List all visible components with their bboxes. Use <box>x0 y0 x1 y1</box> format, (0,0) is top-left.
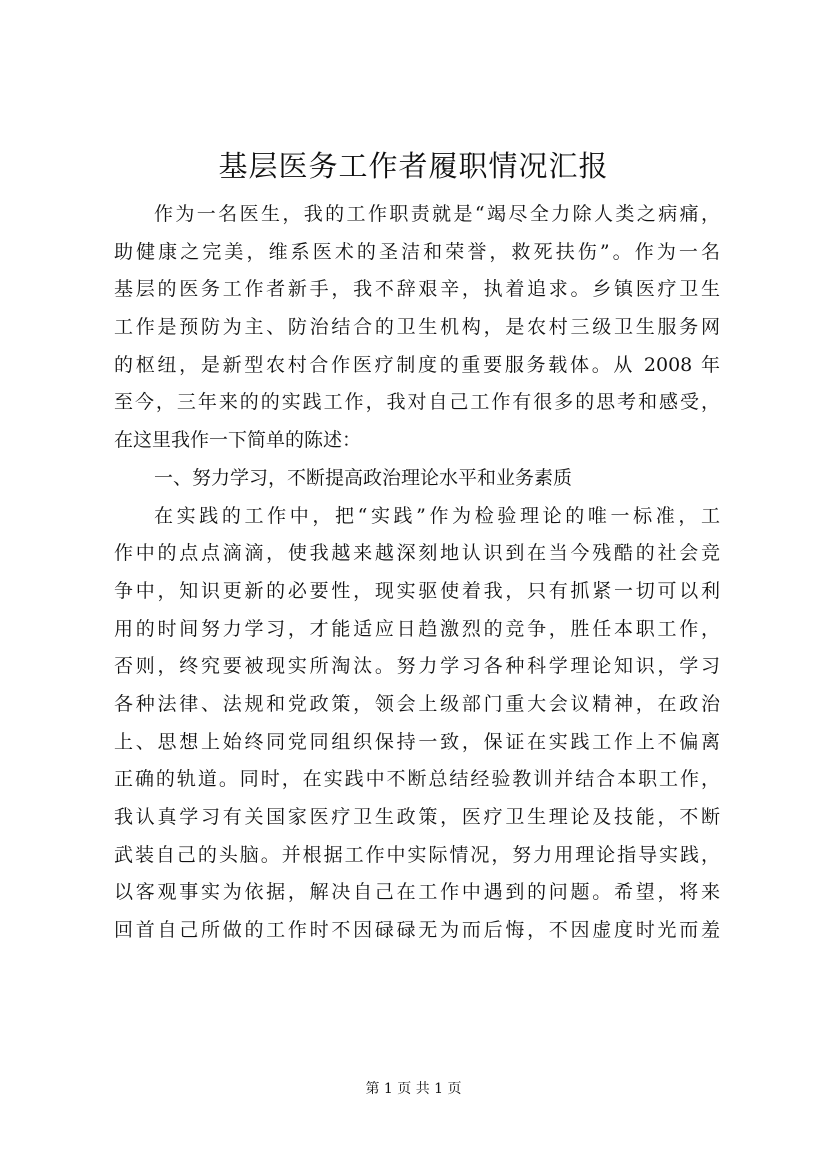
paragraph-line: 上、思想上始终同党同组织保持一致，保证在实践工作上不偏离 <box>114 730 720 753</box>
document-body <box>114 196 720 950</box>
paragraph-line: 的枢纽，是新型农村合作医疗制度的重要服务载体。从 2008 年 <box>114 353 720 376</box>
section-heading: 一、努力学习，不断提高政治理论水平和业务素质 <box>154 466 573 489</box>
paragraph-line: 我认真学习有关国家医疗卫生政策，医疗卫生理论及技能，不断 <box>114 806 720 828</box>
paragraph-line: 以客观事实为依据，解决自己在工作中遇到的问题。希望，将来 <box>114 881 720 904</box>
paragraph-line: 用的时间努力学习，才能适应日趋激烈的竞争，胜任本职工作， <box>114 617 720 640</box>
paragraph-line: 基层的医务工作者新手，我不辞艰辛，执着追求。乡镇医疗卫生 <box>114 278 720 301</box>
paragraph-line: 工作是预防为主、防治结合的卫生机构，是农村三级卫生服务网 <box>114 316 720 339</box>
paragraph-line: 回首自己所做的工作时不因碌碌无为而后悔，不因虚度时光而羞 <box>114 919 720 942</box>
paragraph-line: 武装自己的头脑。并根据工作中实际情况，努力用理论指导实践， <box>114 843 720 866</box>
paragraph-line: 至今，三年来的的实践工作，我对自己工作有很多的思考和感受， <box>114 391 720 414</box>
paragraph-line: 否则，终究要被现实所淘汰。努力学习各种科学理论知识，学习 <box>114 655 720 678</box>
paragraph-line: 争中，知识更新的必要性，现实驱使着我，只有抓紧一切可以利 <box>114 579 720 602</box>
paragraph-line: 各种法律、法规和党政策，领会上级部门重大会议精神，在政治 <box>114 692 720 715</box>
page-footer: 第 1 页 共 1 页 <box>365 1081 462 1097</box>
paragraph-line: 助健康之完美，维系医术的圣洁和荣誉，救死扶伤”。作为一名 <box>114 240 720 263</box>
paragraph-line: 作中的点点滴滴，使我越来越深刻地认识到在当今残酷的社会竞 <box>114 542 720 565</box>
paragraph-line: 作为一名医生，我的工作职责就是“竭尽全力除人类之病痛， <box>154 203 720 225</box>
document-title: 基层医务工作者履职情况汇报 <box>218 149 609 183</box>
paragraph-line: 在这里我作一下简单的陈述： <box>114 429 362 452</box>
paragraph-line: 正确的轨道。同时，在实践中不断总结经验教训并结合本职工作， <box>114 768 720 791</box>
paragraph-line: 在实践的工作中，把“实践”作为检验理论的唯一标准，工 <box>154 504 720 527</box>
